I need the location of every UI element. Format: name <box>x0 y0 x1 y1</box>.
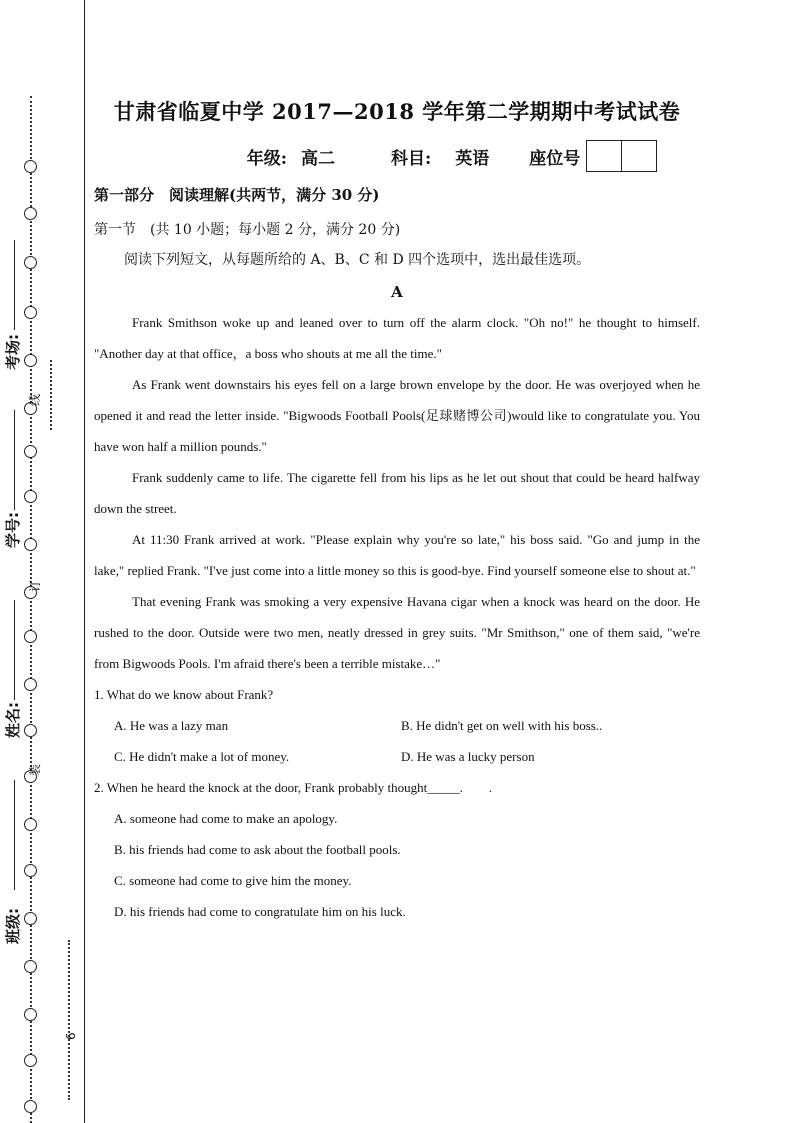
answer-option[interactable]: A. He was a lazy man <box>114 718 229 733</box>
passage-paragraph: Frank suddenly came to life. The cigarette fell from his lips as he let out shout that could be heard halfway down the street. <box>94 470 700 516</box>
answer-option[interactable]: B. his friends had come to ask about the football pools. <box>114 842 401 857</box>
student-no-underline <box>14 410 15 510</box>
seat-label: 座位号 <box>529 148 581 169</box>
exam-title: 甘肃省临夏中学 2017—2018 学年第二学期期中考试试卷 <box>113 99 681 124</box>
binding-circle <box>24 538 37 551</box>
name-label: 姓名: <box>4 702 22 738</box>
binding-circle <box>24 678 37 691</box>
binding-circle <box>24 818 37 831</box>
grade-label: 年级: <box>246 148 287 169</box>
answer-option[interactable]: B. He didn't get on well with his boss.. <box>401 718 603 733</box>
binding-circle <box>24 912 37 925</box>
binding-rule <box>84 0 85 1123</box>
section-one-heading: 第一节 (共 10 小题；每小题 2 分，满分 20 分) <box>94 222 401 238</box>
answer-option[interactable]: D. his friends had come to congratulate him on his luck. <box>114 904 406 919</box>
binding-circle <box>24 354 37 367</box>
ding-char: 订 <box>28 579 42 592</box>
answer-option[interactable]: C. He didn't make a lot of money. <box>114 749 290 764</box>
seat-number-box[interactable] <box>586 140 657 172</box>
question-options-row <box>94 741 700 772</box>
binding-margin <box>0 0 86 1123</box>
class-underline <box>14 780 15 890</box>
passage-paragraph: As Frank went downstairs his eyes fell on a large brown envelope by the door. He was overjoyed when he opened it and read the letter inside. "Bigwoods Football Pools(足球赌博公司)would like to congratulate you. You have won half a million pounds." <box>94 377 700 454</box>
page-mark: 6 <box>64 1032 78 1040</box>
zhuang-char: 装 <box>28 763 42 776</box>
question-stem: 1. What do we know about Frank? <box>94 687 274 702</box>
binding-circle <box>24 630 37 643</box>
grade-value: 高二 <box>301 148 335 169</box>
exam-room-label: 考场: <box>4 334 22 370</box>
exam-room-underline <box>14 240 15 330</box>
binding-circle <box>24 864 37 877</box>
binding-circle <box>24 1100 37 1113</box>
student-no-label: 学号: <box>4 512 22 548</box>
binding-circle <box>24 256 37 269</box>
binding-circle <box>24 490 37 503</box>
exam-info-line <box>94 140 700 172</box>
passage-paragraph: At 11:30 Frank arrived at work. "Please explain why you're so late," his boss said. "Go and jump in the lake," replied Frank. "I've just come into a little money so this is good-bye. Find yourself someone else to shout at." <box>94 532 700 578</box>
binding-circle <box>24 1008 37 1021</box>
part-one-heading: 第一部分 阅读理解(共两节，满分 30 分) <box>94 186 380 204</box>
line-char: 线 <box>28 393 42 406</box>
subject-value: 英语 <box>455 148 490 169</box>
passage-label: A <box>391 283 403 301</box>
binding-circle <box>24 445 37 458</box>
question-stem: 2. When he heard the knock at the door, Frank probably thought_____. . <box>94 780 493 795</box>
subject-label: 科目: <box>391 148 432 169</box>
answer-option[interactable]: D. He was a lucky person <box>401 749 535 764</box>
answer-option[interactable]: C. someone had come to give him the money. <box>114 873 352 888</box>
answer-option[interactable]: A. someone had come to make an apology. <box>114 811 338 826</box>
dotted-line-right-bottom <box>68 940 70 1100</box>
question-options-row <box>94 710 700 741</box>
exam-content <box>94 96 700 927</box>
binding-circle <box>24 207 37 220</box>
class-label: 班级: <box>4 908 22 944</box>
passage-paragraph: That evening Frank was smoking a very expensive Havana cigar when a knock was heard on the door. He rushed to the door. Outside were two men, neatly dressed in grey suits. "Mr Smithson," one of them said, "we're from Bigwoods Pools. I'm afraid there's been a terrible mistake…" <box>94 594 700 671</box>
instruction-text: 阅读下列短文，从每题所给的 A、B、C 和 D 四个选项中，选出最佳选项。 <box>124 252 591 268</box>
binding-circle <box>24 160 37 173</box>
name-underline <box>14 600 15 700</box>
binding-circle <box>24 960 37 973</box>
dotted-line-right-top <box>50 360 52 430</box>
binding-circle <box>24 724 37 737</box>
binding-circle <box>24 306 37 319</box>
passage-paragraph: Frank Smithson woke up and leaned over to turn off the alarm clock. "Oh no!" he thought to himself. "Another day at that office，a boss who shouts at me all the time." <box>94 315 700 361</box>
binding-circle <box>24 1054 37 1067</box>
